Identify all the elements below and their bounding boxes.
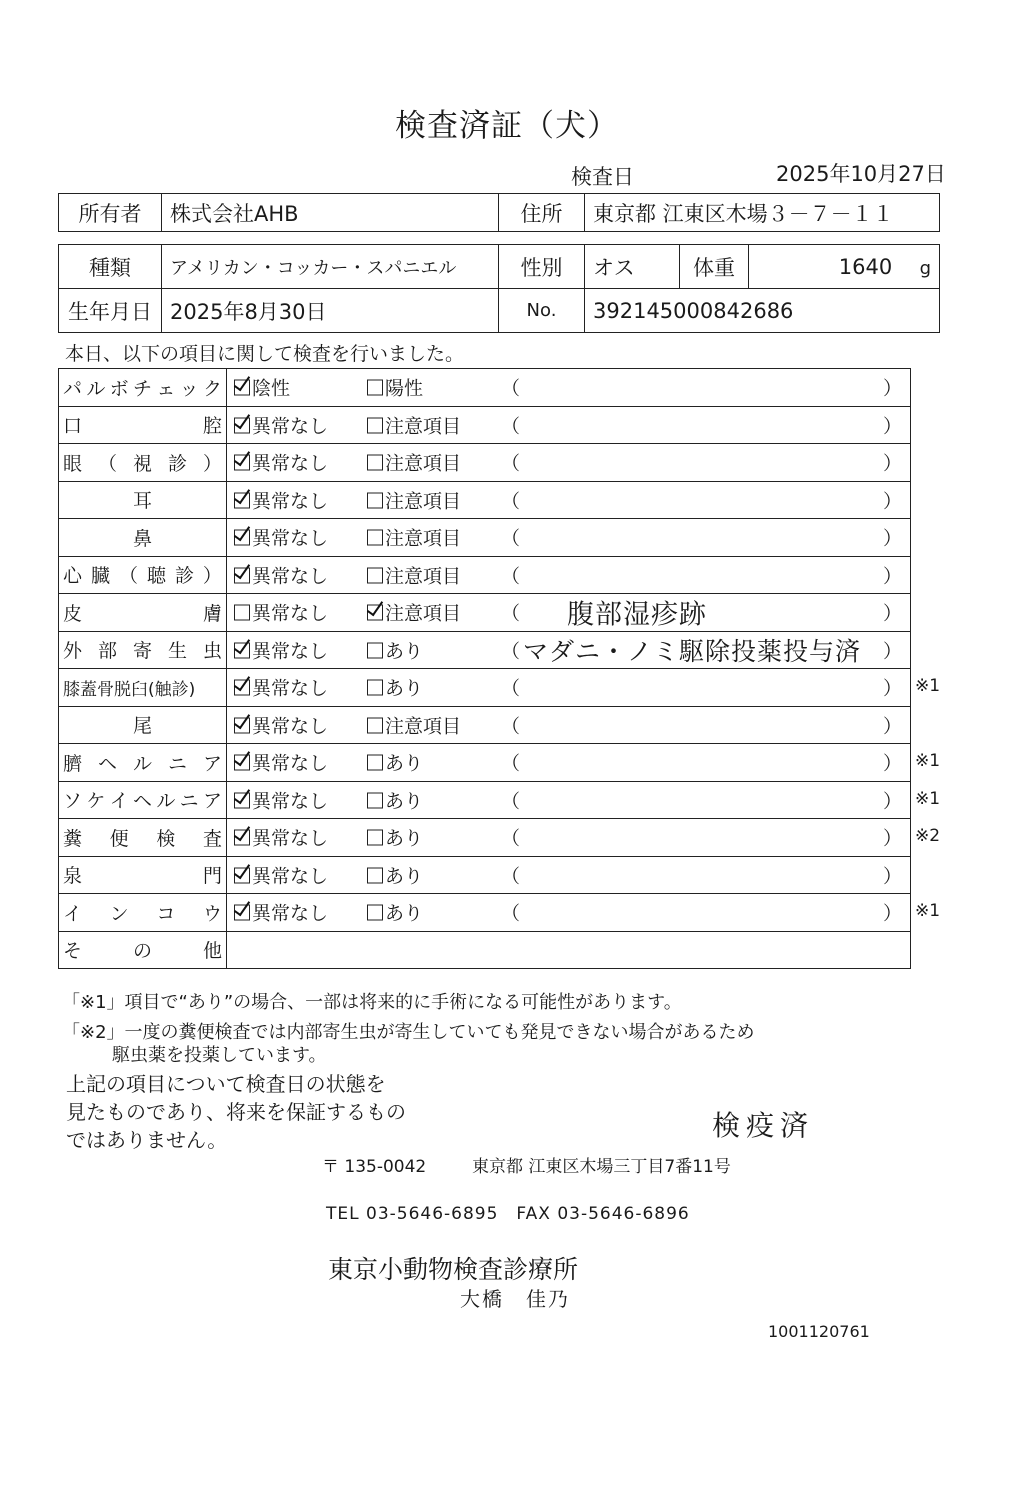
inspection-label-cell: [59, 706, 227, 744]
checked-box-icon[interactable]: [234, 530, 250, 546]
option-label: あり: [385, 865, 424, 888]
intro-text: 本日、以下の項目に関して検査を行いました。: [65, 343, 465, 365]
remark-paren-open: （: [501, 452, 521, 475]
sex-label: 性別: [499, 245, 585, 289]
other-label: そ の 他: [63, 940, 222, 963]
inspection-label: パ ル ボ チ ェ ッ ク: [63, 377, 222, 400]
inspection-row: [59, 819, 911, 857]
remark-paren-open: （: [501, 415, 521, 438]
weight-label: 体重: [680, 245, 749, 289]
option-normal-checkbox[interactable]: [234, 524, 328, 551]
option-label: 注意項目: [385, 602, 462, 625]
inspection-row: [59, 856, 911, 894]
option-abnormal-checkbox[interactable]: [367, 449, 461, 476]
inspection-options-cell: [227, 631, 911, 669]
option-label: 異常なし: [252, 865, 329, 888]
option-label: 陽性: [385, 377, 424, 400]
checked-box-icon[interactable]: [234, 380, 250, 396]
inspection-row: [59, 369, 911, 407]
inspection-label: 鼻: [132, 527, 152, 550]
option-label: あり: [385, 790, 424, 813]
remark-paren-close: ）: [882, 752, 902, 775]
other-label-cell: [59, 931, 227, 969]
option-label: 異常なし: [252, 452, 329, 475]
other-value: [227, 931, 911, 969]
inspection-row: [59, 519, 911, 557]
inspection-label-cell: [59, 594, 227, 632]
inspection-label: 糞 便 検 査: [63, 827, 222, 850]
footnote-2b: 駆虫薬を投薬しています。: [112, 1045, 327, 1066]
option-label: 注意項目: [385, 565, 462, 588]
inspection-label-cell: [59, 856, 227, 894]
option-normal-checkbox[interactable]: [234, 374, 290, 401]
option-normal-checkbox[interactable]: [234, 749, 328, 776]
disclaimer-line-3: ではありません。: [66, 1128, 228, 1152]
option-label: 異常なし: [252, 752, 329, 775]
option-abnormal-checkbox[interactable]: [367, 599, 461, 626]
inspection-options-cell: [227, 556, 911, 594]
sex-value: オス: [585, 245, 680, 289]
inspection-label: 膝蓋骨脱臼(触診): [63, 679, 196, 700]
checkbox-icon[interactable]: [367, 905, 383, 921]
remark-marker: ※1: [915, 751, 941, 772]
option-label: 異常なし: [252, 677, 329, 700]
inspection-label-cell: [59, 444, 227, 482]
option-normal-checkbox[interactable]: [234, 636, 328, 663]
inspection-row: [59, 406, 911, 444]
inspection-options-cell: [227, 444, 911, 482]
checked-box-icon[interactable]: [234, 792, 250, 808]
inspection-options-cell: [227, 669, 911, 707]
inspection-row: [59, 481, 911, 519]
postal-code: 〒 135-0042: [322, 1157, 427, 1177]
remark-paren-open: （: [501, 790, 521, 813]
inspection-note: マダニ・ノミ駆除投薬投与済: [523, 636, 862, 666]
option-label: 注意項目: [385, 490, 462, 513]
option-normal-checkbox[interactable]: [234, 899, 328, 926]
inspection-label: イ ン コ ウ: [63, 902, 222, 925]
remark-paren-close: ）: [882, 790, 902, 813]
disclaimer: [66, 1070, 406, 1154]
address-value: 東京都 江東区木場３－７－１１: [585, 194, 940, 232]
owner-label: 所有者: [59, 194, 162, 232]
remark-paren-close: ）: [882, 565, 902, 588]
inspection-label-cell: [59, 406, 227, 444]
clinic-address: 東京都 江東区木場三丁目7番11号: [472, 1157, 731, 1177]
option-normal-checkbox[interactable]: [234, 861, 328, 888]
option-abnormal-checkbox[interactable]: [367, 636, 423, 663]
disclaimer-line-2: 見たものであり、将来を保証するもの: [66, 1100, 406, 1124]
option-label: あり: [385, 677, 424, 700]
remark-marker: ※1: [915, 901, 941, 922]
inspection-options-cell: [227, 481, 911, 519]
checked-box-icon[interactable]: [234, 905, 250, 921]
address-label: 住所: [499, 194, 585, 232]
remark-paren-open: （: [501, 640, 521, 663]
inspection-label-cell: [59, 556, 227, 594]
inspection-row: [59, 706, 911, 744]
remark-paren-close: ）: [882, 490, 902, 513]
checked-box-icon[interactable]: [367, 605, 383, 621]
dob-label: 生年月日: [59, 289, 162, 333]
dob-value: 2025年8月30日: [162, 289, 499, 333]
inspection-label-cell: [59, 631, 227, 669]
option-label: 異常なし: [252, 715, 329, 738]
inspection-options-cell: [227, 369, 911, 407]
checkbox-icon[interactable]: [234, 605, 250, 621]
clinic-name: 東京小動物検査診療所: [328, 1255, 579, 1284]
no-label: No.: [499, 289, 585, 333]
no-value: 392145000842686: [585, 289, 940, 333]
option-label: あり: [385, 752, 424, 775]
inspection-row: [59, 594, 911, 632]
inspection-label: 臍 ヘ ル ニ ア: [63, 752, 222, 775]
remark-paren-close: ）: [882, 415, 902, 438]
remark-paren-close: ）: [882, 452, 902, 475]
remark-paren-open: （: [501, 902, 521, 925]
checkbox-icon[interactable]: [367, 380, 383, 396]
remark-paren-open: （: [501, 602, 521, 625]
checkbox-icon[interactable]: [367, 867, 383, 883]
option-abnormal-checkbox[interactable]: [367, 861, 423, 888]
remark-paren-close: ）: [882, 827, 902, 850]
clinic-tel-fax: TEL 03-5646-6895 FAX 03-5646-6896: [326, 1204, 690, 1224]
checkbox-icon[interactable]: [367, 417, 383, 433]
exam-date: 2025年10月27日: [776, 162, 946, 186]
footnote-2a: 「※2」一度の糞便検査では内部寄生虫が寄生していても発見できない場合があるため: [62, 1022, 755, 1043]
inspection-row: [59, 556, 911, 594]
inspection-label: 尾: [132, 715, 152, 738]
option-abnormal-checkbox[interactable]: [367, 524, 461, 551]
inspection-row: [59, 444, 911, 482]
option-abnormal-checkbox[interactable]: [367, 711, 461, 738]
pet-info-table: [58, 244, 940, 333]
checked-box-icon[interactable]: [234, 492, 250, 508]
remark-paren-open: （: [501, 565, 521, 588]
weight-unit: g: [919, 257, 931, 279]
remark-paren-close: ）: [882, 602, 902, 625]
inspection-label-cell: [59, 369, 227, 407]
option-label: あり: [385, 827, 424, 850]
checked-box-icon[interactable]: [234, 567, 250, 583]
inspection-label-cell: [59, 669, 227, 707]
inspection-label: 眼 （ 視 診 ）: [63, 452, 222, 475]
option-label: 注意項目: [385, 452, 462, 475]
inspection-label-cell: [59, 894, 227, 932]
checkbox-icon[interactable]: [367, 755, 383, 771]
option-normal-checkbox[interactable]: [234, 449, 328, 476]
inspector-name: 大橋 佳乃: [460, 1287, 570, 1311]
option-normal-checkbox[interactable]: [234, 486, 328, 513]
option-label: あり: [385, 640, 424, 663]
option-label: 異常なし: [252, 527, 329, 550]
inspection-table: [58, 368, 911, 969]
option-abnormal-checkbox[interactable]: [367, 561, 461, 588]
option-normal-checkbox[interactable]: [234, 674, 328, 701]
option-label: 注意項目: [385, 715, 462, 738]
inspection-options-cell: [227, 894, 911, 932]
inspection-options-cell: [227, 594, 911, 632]
checkbox-icon[interactable]: [367, 567, 383, 583]
checkbox-icon[interactable]: [367, 455, 383, 471]
inspection-label: 外 部 寄 生 虫: [63, 640, 222, 663]
breed-value: アメリカン・コッカー・スパニエル: [162, 245, 499, 289]
checkbox-icon[interactable]: [367, 642, 383, 658]
option-normal-checkbox[interactable]: [234, 824, 328, 851]
option-label: あり: [385, 902, 424, 925]
inspection-options-cell: [227, 856, 911, 894]
serial-number: 1001120761: [768, 1322, 870, 1341]
remark-paren-close: ）: [882, 902, 902, 925]
checked-box-icon[interactable]: [234, 455, 250, 471]
remark-paren-open: （: [501, 715, 521, 738]
inspection-options-cell: [227, 781, 911, 819]
option-label: 異常なし: [252, 790, 329, 813]
inspection-note: 腹部湿疹跡: [567, 599, 707, 631]
inspection-label: 皮 膚: [63, 602, 222, 625]
inspection-row: [59, 631, 911, 669]
remark-paren-open: （: [501, 827, 521, 850]
quarantine-stamp: 検疫済: [712, 1109, 815, 1142]
inspection-options-cell: [227, 406, 911, 444]
remark-paren-open: （: [501, 865, 521, 888]
inspection-label-cell: [59, 519, 227, 557]
inspection-options-cell: [227, 519, 911, 557]
owner-value: 株式会社AHB: [162, 194, 499, 232]
weight-cell: [749, 245, 940, 289]
checked-box-icon[interactable]: [234, 830, 250, 846]
option-label: 異常なし: [252, 827, 329, 850]
inspection-label-cell: [59, 744, 227, 782]
checked-box-icon[interactable]: [234, 755, 250, 771]
remark-marker: ※2: [915, 826, 941, 847]
checkbox-icon[interactable]: [367, 792, 383, 808]
option-normal-checkbox[interactable]: [234, 786, 328, 813]
option-label: 異常なし: [252, 602, 329, 625]
inspection-label: 口 腔: [63, 415, 222, 438]
weight-value: 1640: [838, 254, 893, 279]
inspection-row: [59, 669, 911, 707]
checkbox-icon[interactable]: [367, 492, 383, 508]
checked-box-icon[interactable]: [234, 417, 250, 433]
inspection-label: 耳: [132, 490, 152, 513]
checked-box-icon[interactable]: [234, 642, 250, 658]
checkbox-icon[interactable]: [367, 680, 383, 696]
inspection-label-cell: [59, 481, 227, 519]
option-abnormal-checkbox[interactable]: [367, 374, 423, 401]
owner-table: [58, 193, 940, 232]
remark-paren-close: ）: [882, 865, 902, 888]
option-abnormal-checkbox[interactable]: [367, 786, 423, 813]
option-abnormal-checkbox[interactable]: [367, 899, 423, 926]
remark-paren-open: （: [501, 377, 521, 400]
inspection-label: 泉 門: [63, 865, 222, 888]
option-label: 異常なし: [252, 415, 329, 438]
checkbox-icon[interactable]: [367, 530, 383, 546]
option-abnormal-checkbox[interactable]: [367, 824, 423, 851]
remark-marker: ※1: [915, 788, 941, 809]
option-label: 異常なし: [252, 640, 329, 663]
remark-paren-open: （: [501, 677, 521, 700]
inspection-row: [59, 781, 911, 819]
option-abnormal-checkbox[interactable]: [367, 674, 423, 701]
option-label: 異常なし: [252, 490, 329, 513]
option-label: 異常なし: [252, 902, 329, 925]
document-title: 検査済証（犬）: [395, 108, 619, 144]
checked-box-icon[interactable]: [234, 680, 250, 696]
remark-paren-close: ）: [882, 677, 902, 700]
footnote-1: 「※1」項目で“あり”の場合、一部は将来的に手術になる可能性があります。: [62, 992, 682, 1013]
inspection-options-cell: [227, 744, 911, 782]
inspection-label-cell: [59, 781, 227, 819]
option-normal-checkbox[interactable]: [234, 599, 328, 626]
option-label: 注意項目: [385, 415, 462, 438]
remark-paren-close: ）: [882, 527, 902, 550]
option-normal-checkbox[interactable]: [234, 561, 328, 588]
remark-paren-open: （: [501, 752, 521, 775]
option-label: 注意項目: [385, 527, 462, 550]
inspection-label: 心 臓 （ 聴 診 ）: [63, 565, 222, 588]
inspection-row: [59, 744, 911, 782]
remark-paren-open: （: [501, 490, 521, 513]
remark-paren-open: （: [501, 527, 521, 550]
remark-marker: ※1: [915, 676, 941, 697]
remark-paren-close: ）: [882, 640, 902, 663]
option-normal-checkbox[interactable]: [234, 711, 328, 738]
checkbox-icon[interactable]: [367, 717, 383, 733]
checkbox-icon[interactable]: [367, 830, 383, 846]
remark-paren-close: ）: [882, 715, 902, 738]
inspection-row: [59, 894, 911, 932]
checked-box-icon[interactable]: [234, 867, 250, 883]
option-label: 陰性: [252, 377, 291, 400]
option-abnormal-checkbox[interactable]: [367, 486, 461, 513]
inspection-options-cell: [227, 819, 911, 857]
option-label: 異常なし: [252, 565, 329, 588]
inspection-options-cell: [227, 706, 911, 744]
inspection-label: ソ ケ イ ヘ ル ニ ア: [63, 790, 222, 813]
option-abnormal-checkbox[interactable]: [367, 749, 423, 776]
checked-box-icon[interactable]: [234, 717, 250, 733]
option-abnormal-checkbox[interactable]: [367, 411, 461, 438]
disclaimer-line-1: 上記の項目について検査日の状態を: [66, 1072, 386, 1096]
inspection-label-cell: [59, 819, 227, 857]
option-normal-checkbox[interactable]: [234, 411, 328, 438]
remark-paren-close: ）: [882, 377, 902, 400]
breed-label: 種類: [59, 245, 162, 289]
exam-date-label: 検査日: [571, 165, 634, 189]
